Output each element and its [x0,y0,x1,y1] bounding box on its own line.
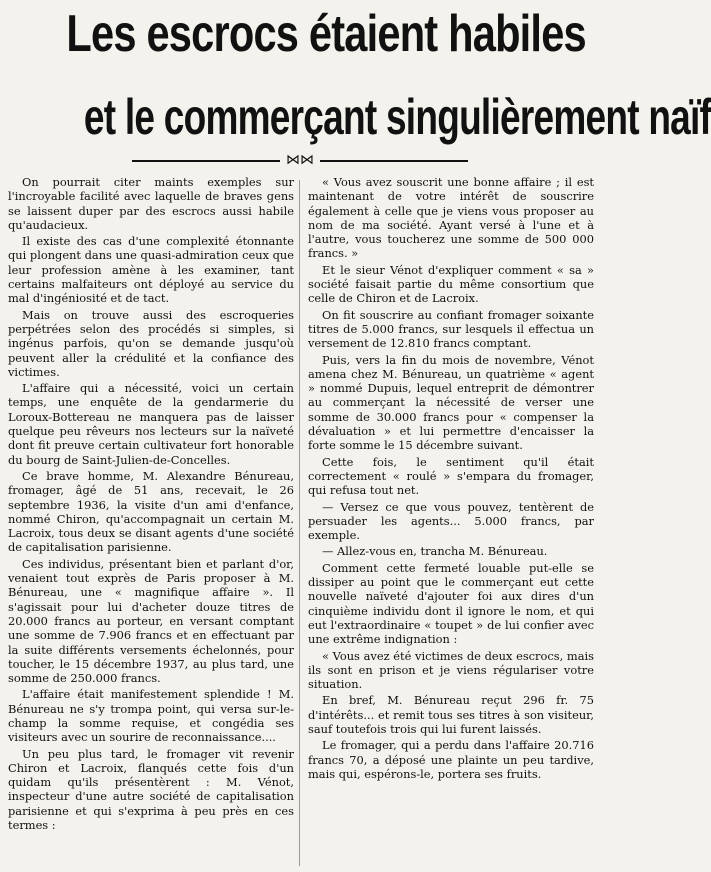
paragraph: — Allez-vous en, trancha M. Bénureau. [322,544,548,559]
paragraph: L'affaire était manifestement splendide ! M. Bénureau ne s'y trompa point, qui versa sur-le-champ la somme requise, et congédia ses visiteurs avec un sourire de reconnaissance.... [8,687,294,745]
ornament-icon: ⋈⋈ [286,152,314,168]
paragraph: Mais on trouve aussi des escroqueries perpétrées selon des procédés si simples, si ingénus parfois, qu'on se demande jusqu'où peuvent aller la crédulité et la confiance des victimes. [8,307,294,379]
headline-line-2: et le commerçant singulièrement naïf [83,89,711,145]
paragraph: Il existe des cas d'une complexité étonnante qui plongent dans une quasi-admiration ceux que leur profession amène à les examiner, tant certains malfaiteurs ont déployé au service du mal d'ingéniosité et de tact. [8,234,294,306]
headline-rule-left [132,160,280,162]
paragraph: Le fromager, qui a perdu dans l'affaire 20.716 francs 70, a déposé une plainte un peu tardive, mais qui, espérons-le, portera ses fruits. [308,738,594,781]
paragraph: — Versez ce que vous pouvez, tentèrent de persuader les agents... 5.000 francs, par exemple. [308,499,594,543]
paragraph: « Vous avez été victimes de deux escrocs, mais ils sont en prison et je viens régulariser votre situation. [308,648,594,692]
paragraph: En bref, M. Bénureau reçut 296 fr. 75 d'intérêts... et remit tous ses titres à son visiteur, sauf toutefois trois qui lui furent laissés. [308,693,594,736]
paragraph: Ce brave homme, M. Alexandre Bénureau, fromager, âgé de 51 ans, recevait, le 26 septembre 1936, la visite d'un ami d'enfance, nommé Chiron, qu'accompagnait un certain M. Lacroix, tous deux se disant agents d'une société de capitalisation parisienne. [8,468,294,555]
paragraph: Ces individus, présentant bien et parlant d'or, venaient tout exprès de Paris proposer à M. Bénureau, une « magnifique affaire ». Il s'agissait pour lui d'acheter douze titres de 20.000 francs au porteur, en versant comptant une somme de 7.906 francs et en effectuant par la suite différents versements échelonnés, pour toucher, le 15 décembre 1937, au plus tard, une somme de 250.000 francs. [8,556,294,686]
headline-rule-right [320,160,468,162]
paragraph: On fit souscrire au confiant fromager soixante titres de 5.000 francs, sur lesquels il effectua un versement de 12.810 francs comptant. [308,307,594,351]
article-column-right [308,175,594,869]
paragraph: L'affaire qui a nécessité, voici un certain temps, une enquête de la gendarmerie du Loroux-Bottereau ne manquera pas de laisser quelque peu rêveurs nos lecteurs sur la naïveté dont fit preuve certain cultivateur fort honorable du bourg de Saint-Julien-de-Concelles. [8,381,294,467]
paragraph: Un peu plus tard, le fromager vit revenir Chiron et Lacroix, flanqués cette fois d'un quidam qu'ils présentèrent : M. Vénot, inspecteur d'une autre société de capitalisation parisienne et qui s'exprima à peu près en ces termes : [8,746,294,833]
paragraph: « Vous avez souscrit une bonne affaire ; il est maintenant de votre intérêt de souscrire également à celle que je viens vous proposer au nom de ma société. Ayant versé à l'une et à l'autre, vous toucherez une somme de 500 000 francs. » [308,175,594,261]
column-divider [299,180,300,866]
article-column-left [8,175,294,869]
headline-line-1: Les escrocs étaient habiles [66,5,586,63]
paragraph: Puis, vers la fin du mois de novembre, Vénot amena chez M. Bénureau, un quatrième « agent » nommé Dupuis, lequel entreprit de démontrer au commerçant la nécessité de verser une somme de 30.000 francs pour « compenser la dévaluation » et lui permettre d'encaisser la forte somme le 15 décembre suivant. [308,352,594,453]
paragraph: Et le sieur Vénot d'expliquer comment « sa » société faisait partie du même consortium que celle de Chiron et de Lacroix. [308,262,594,306]
paragraph: Comment cette fermeté louable put-elle se dissiper au point que le commerçant eut cette nouvelle naïveté d'ajouter foi aux dires d'un cinquième individu dont il ignore le nom, et qui eut l'extraordinaire « toupet » de lui confier avec une extrême indignation : [308,560,594,647]
paragraph: Cette fois, le sentiment qu'il était correctement « roulé » s'empara du fromager, qui refusa tout net. [308,454,594,498]
paragraph: On pourrait citer maints exemples sur l'incroyable facilité avec laquelle de braves gens se laissent duper par des escrocs aussi habile qu'audacieux. [8,175,294,232]
